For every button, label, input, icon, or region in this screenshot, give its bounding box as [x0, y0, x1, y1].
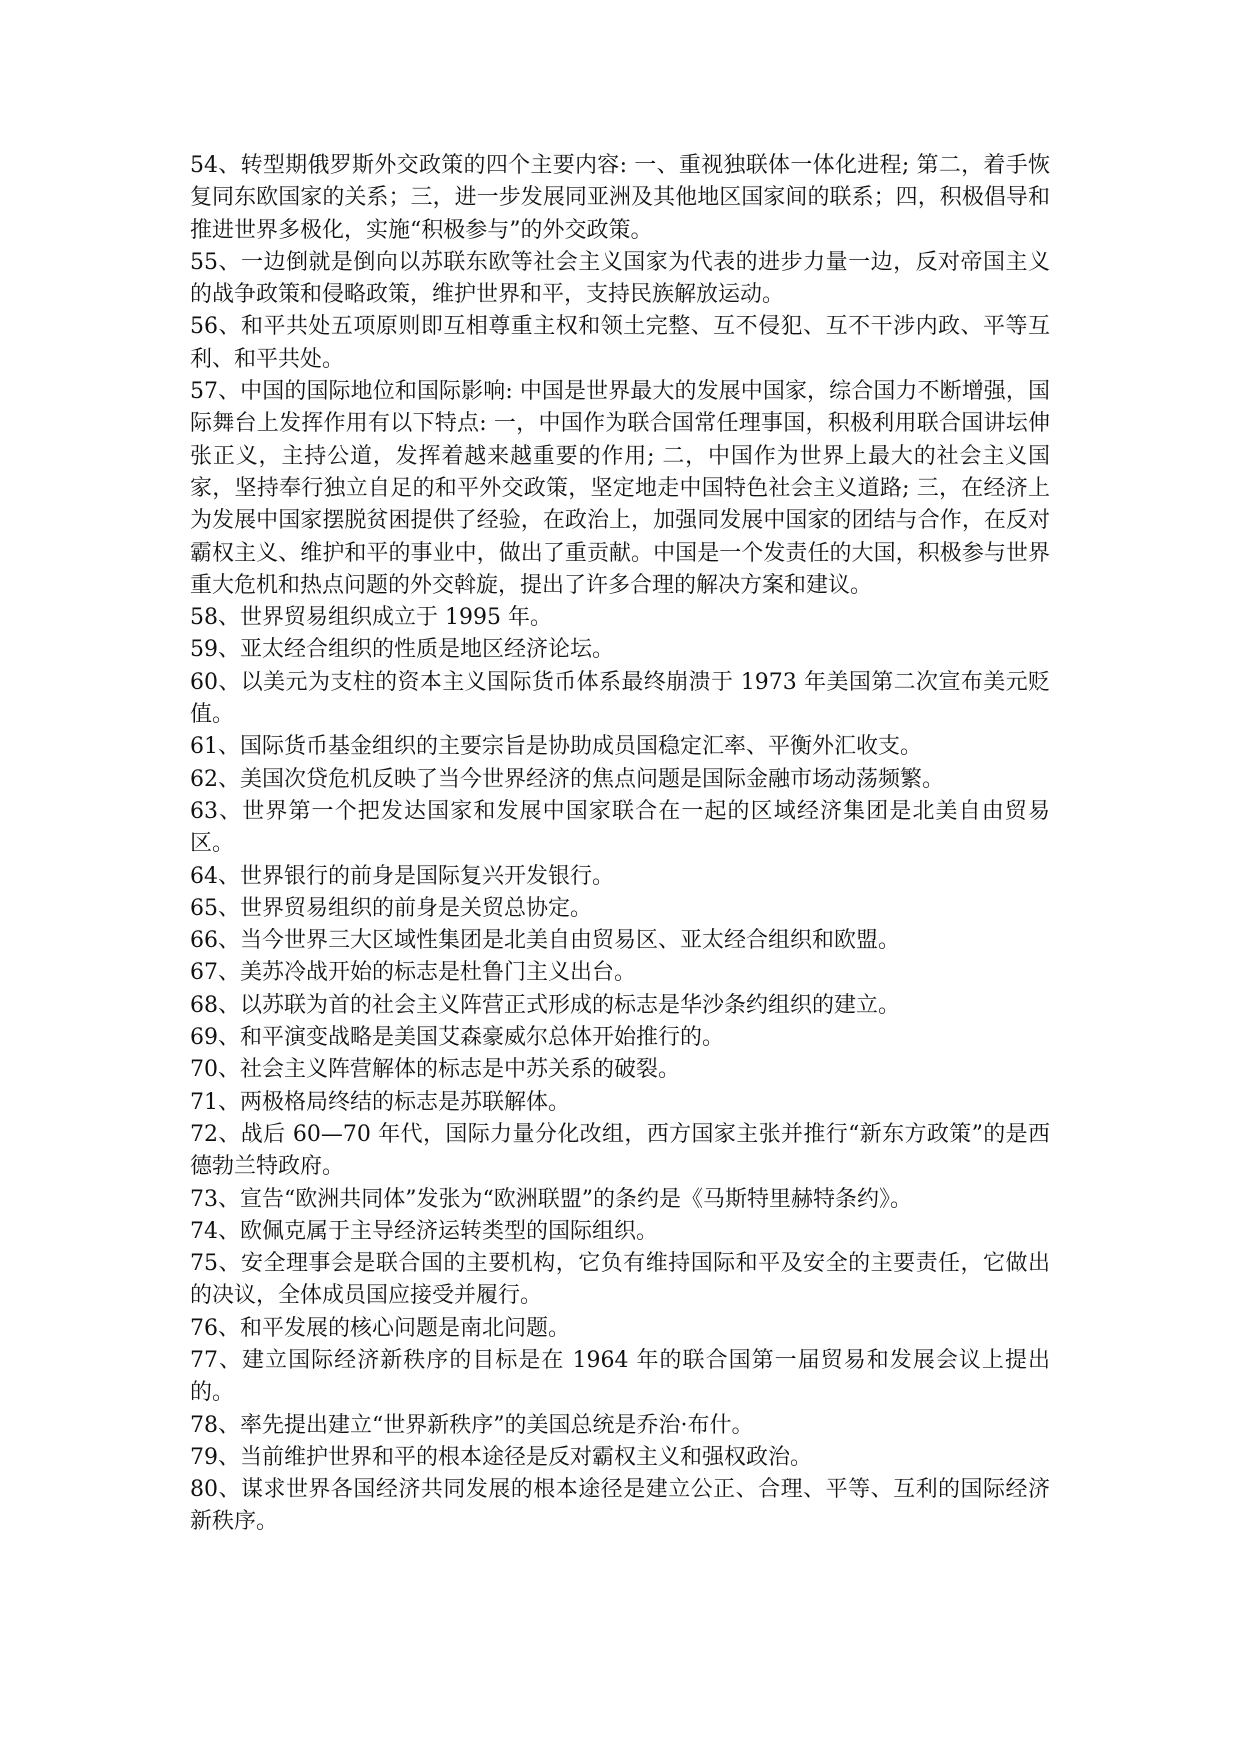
paragraph-72: 72、战后 60—70 年代，国际力量分化改组，西方国家主张并推行“新东方政策”的是西德勃兰特政府。 [190, 1121, 1050, 1180]
paragraph-59: 59、亚太经合组织的性质是地区经济论坛。 [190, 637, 614, 663]
paragraph-67: 67、美苏冷战开始的标志是杜鲁门主义出台。 [190, 960, 636, 986]
paragraph-75: 75、安全理事会是联合国的主要机构，它负有维持国际和平及安全的主要责任，它做出的决议，全体成员国应接受并履行。 [190, 1251, 1050, 1309]
paragraph-62: 62、美国次贷危机反映了当今世界经济的焦点问题是国际金融市场动荡频繁。 [190, 766, 944, 792]
paragraph-69: 69、和平演变战略是美国艾森豪威尔总体开始推行的。 [190, 1025, 724, 1051]
paragraph-70: 70、社会主义阵营解体的标志是中苏关系的破裂。 [190, 1057, 680, 1083]
paragraph-60: 60、以美元为支柱的资本主义国际货币体系最终崩溃于 1973 年美国第二次宣布美元贬值。 [190, 669, 1050, 728]
paragraph-58: 58、世界贸易组织成立于 1995 年。 [190, 605, 552, 631]
paragraph-71: 71、两极格局终结的标志是苏联解体。 [190, 1089, 570, 1115]
paragraph-63: 63、世界第一个把发达国家和发展中国家联合在一起的区域经济集团是北美自由贸易区。 [190, 798, 1050, 857]
document-page [190, 150, 1050, 1539]
paragraph-80: 80、谋求世界各国经济共同发展的根本途径是建立公正、合理、平等、互利的国际经济新秩序。 [190, 1477, 1050, 1535]
paragraph-56: 56、和平共处五项原则即互相尊重主权和领土完整、互不侵犯、互不干涉内政、平等互利、和平共处。 [190, 314, 1050, 372]
paragraph-68: 68、以苏联为首的社会主义阵营正式形成的标志是华沙条约组织的建立。 [190, 992, 900, 1018]
paragraph-74: 74、欧佩克属于主导经济运转类型的国际组织。 [190, 1218, 658, 1244]
paragraph-66: 66、当今世界三大区域性集团是北美自由贸易区、亚太经合组织和欧盟。 [190, 928, 900, 954]
paragraph-77: 77、建立国际经济新秩序的目标是在 1964 年的联合国第一届贸易和发展会议上提出的。 [190, 1347, 1050, 1406]
paragraph-61: 61、国际货币基金组织的主要宗旨是协助成员国稳定汇率、平衡外汇收支。 [190, 734, 922, 760]
paragraph-76: 76、和平发展的核心问题是南北问题。 [190, 1315, 570, 1341]
paragraph-79: 79、当前维护世界和平的根本途径是反对霸权主义和强权政治。 [190, 1444, 812, 1470]
paragraph-54: 54、转型期俄罗斯外交政策的四个主要内容: 一、重视独联体一体化进程; 第二，着手恢复同东欧国家的关系；三，进一步发展同亚洲及其他地区国家间的联系；四，积极倡导和推进世界多极化，实施“积极参与”的外交政策。 [190, 153, 1050, 243]
paragraph-65: 65、世界贸易组织的前身是关贸总协定。 [190, 895, 592, 921]
paragraph-57: 57、中国的国际地位和国际影响: 中国是世界最大的发展中国家，综合国力不断增强，国际舞台上发挥作用有以下特点: 一，中国作为联合国常任理事国，积极利用联合国讲坛伸张正义，主持公道，发挥着越来越重要的作用; 二，中国作为世界上最大的社会主义国家，坚持奉行独立自足的和平外交政策，坚定地走中国特色社会主义道路; 三，在经济上为发展中国家摆脱贫困提供了经验，在政治上，加强同发展中国家的团结与合作，在反对霸权主义、维护和平的事业中，做出了重贡献。中国是一个发责任的大国，积极参与世界重大危机和热点问题的外交斡旋，提出了许多合理的解决方案和建议。 [190, 379, 1050, 598]
paragraph-78: 78、率先提出建立“世界新秩序”的美国总统是乔治·布什。 [190, 1412, 754, 1438]
paragraph-73: 73、宣告“欧洲共同体”发张为“欧洲联盟”的条约是《马斯特里赫特条约》。 [190, 1186, 912, 1212]
paragraph-64: 64、世界银行的前身是国际复兴开发银行。 [190, 863, 614, 889]
paragraph-55: 55、一边倒就是倒向以苏联东欧等社会主义国家为代表的进步力量一边，反对帝国主义的战争政策和侵略政策，维护世界和平，支持民族解放运动。 [190, 249, 1050, 308]
